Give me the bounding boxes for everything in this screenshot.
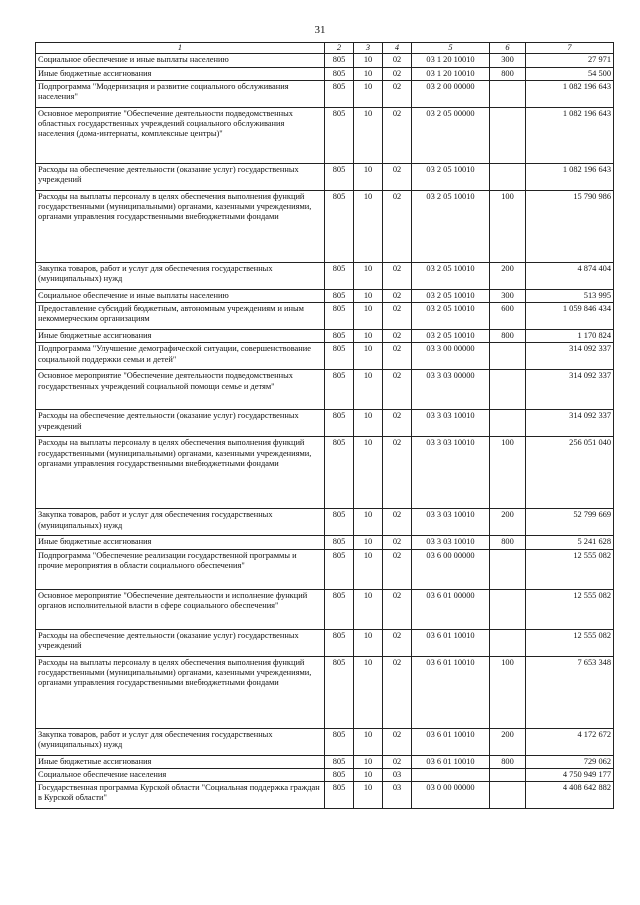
section-code-cell: 10 — [354, 755, 383, 768]
grbs-code-cell: 805 — [325, 549, 354, 589]
amount-cell: 4 172 672 — [526, 728, 614, 755]
target-article-cell — [412, 768, 490, 781]
target-article-cell: 03 3 03 10010 — [412, 410, 490, 437]
section-code-cell: 10 — [354, 728, 383, 755]
expense-type-cell: 200 — [490, 509, 526, 536]
amount-cell: 256 051 040 — [526, 437, 614, 509]
subsection-code-cell: 02 — [383, 370, 412, 410]
grbs-code-cell: 805 — [325, 589, 354, 629]
expense-type-cell: 800 — [490, 536, 526, 549]
grbs-code-cell: 805 — [325, 262, 354, 289]
expense-type-cell — [490, 549, 526, 589]
section-code-cell: 10 — [354, 656, 383, 728]
target-article-cell: 03 2 05 00000 — [412, 107, 490, 163]
subsection-code-cell: 02 — [383, 728, 412, 755]
expense-type-cell — [490, 589, 526, 629]
expense-type-cell: 600 — [490, 303, 526, 330]
subsection-code-cell: 03 — [383, 768, 412, 781]
row-name-cell: Основное мероприятие "Обеспечение деятельности подведомственных государственных учреждений социальной помощи семье и детям" — [36, 370, 325, 410]
grbs-code-cell: 805 — [325, 343, 354, 370]
subsection-code-cell: 02 — [383, 190, 412, 262]
target-article-cell: 03 3 03 10010 — [412, 509, 490, 536]
section-code-cell: 10 — [354, 289, 383, 302]
section-code-cell: 10 — [354, 330, 383, 343]
table-row — [36, 782, 614, 809]
table-row — [36, 190, 614, 262]
section-code-cell: 10 — [354, 768, 383, 781]
target-article-cell: 03 1 20 10010 — [412, 54, 490, 67]
amount-cell: 54 500 — [526, 67, 614, 80]
subsection-code-cell: 02 — [383, 303, 412, 330]
grbs-code-cell: 805 — [325, 437, 354, 509]
target-article-cell: 03 6 01 10010 — [412, 755, 490, 768]
grbs-code-cell: 805 — [325, 330, 354, 343]
row-name-cell: Иные бюджетные ассигнования — [36, 330, 325, 343]
table-row — [36, 370, 614, 410]
section-code-cell: 10 — [354, 303, 383, 330]
grbs-code-cell: 805 — [325, 509, 354, 536]
table-row — [36, 80, 614, 107]
table-row — [36, 330, 614, 343]
grbs-code-cell: 805 — [325, 54, 354, 67]
section-code-cell: 10 — [354, 343, 383, 370]
target-article-cell: 03 1 20 10010 — [412, 67, 490, 80]
table-row — [36, 768, 614, 781]
section-code-cell: 10 — [354, 509, 383, 536]
column-number: 5 — [412, 43, 490, 54]
amount-cell: 12 555 082 — [526, 589, 614, 629]
amount-cell: 1 082 196 643 — [526, 80, 614, 107]
row-name-cell: Закупка товаров, работ и услуг для обеспечения государственных (муниципальных) нужд — [36, 509, 325, 536]
target-article-cell: 03 2 00 00000 — [412, 80, 490, 107]
table-row — [36, 629, 614, 656]
expense-type-cell: 100 — [490, 190, 526, 262]
row-name-cell: Подпрограмма "Модернизация и развитие социального обслуживания населения" — [36, 80, 325, 107]
subsection-code-cell: 02 — [383, 549, 412, 589]
target-article-cell: 03 6 01 00000 — [412, 589, 490, 629]
expense-type-cell — [490, 410, 526, 437]
expense-type-cell — [490, 768, 526, 781]
expense-type-cell: 300 — [490, 289, 526, 302]
section-code-cell: 10 — [354, 629, 383, 656]
expense-type-cell — [490, 107, 526, 163]
target-article-cell: 03 6 01 10010 — [412, 728, 490, 755]
target-article-cell: 03 2 05 10010 — [412, 163, 490, 190]
row-name-cell: Основное мероприятие "Обеспечение деятельности и исполнение функций органов исполнительной власти в сфере социального обеспечения" — [36, 589, 325, 629]
amount-cell: 15 790 986 — [526, 190, 614, 262]
amount-cell: 1 170 824 — [526, 330, 614, 343]
budget-table — [35, 42, 614, 809]
row-name-cell: Основное мероприятие "Обеспечение деятельности подведомственных областных государственных учреждений социального обслуживания населения (дома-интернаты, комплексные центры)" — [36, 107, 325, 163]
target-article-cell: 03 3 00 00000 — [412, 343, 490, 370]
section-code-cell: 10 — [354, 536, 383, 549]
table-row — [36, 589, 614, 629]
table-row — [36, 755, 614, 768]
target-article-cell: 03 2 05 10010 — [412, 330, 490, 343]
row-name-cell: Иные бюджетные ассигнования — [36, 755, 325, 768]
section-code-cell: 10 — [354, 67, 383, 80]
expense-type-cell — [490, 370, 526, 410]
section-code-cell: 10 — [354, 163, 383, 190]
row-name-cell: Расходы на обеспечение деятельности (оказание услуг) государственных учреждений — [36, 629, 325, 656]
grbs-code-cell: 805 — [325, 782, 354, 809]
subsection-code-cell: 02 — [383, 262, 412, 289]
subsection-code-cell: 02 — [383, 80, 412, 107]
target-article-cell: 03 6 01 10010 — [412, 629, 490, 656]
grbs-code-cell: 805 — [325, 107, 354, 163]
column-number: 4 — [383, 43, 412, 54]
grbs-code-cell: 805 — [325, 303, 354, 330]
amount-cell: 27 971 — [526, 54, 614, 67]
target-article-cell: 03 3 03 10010 — [412, 536, 490, 549]
table-row — [36, 437, 614, 509]
grbs-code-cell: 805 — [325, 289, 354, 302]
table-row — [36, 728, 614, 755]
section-code-cell: 10 — [354, 54, 383, 67]
grbs-code-cell: 805 — [325, 755, 354, 768]
row-name-cell: Расходы на выплаты персоналу в целях обеспечения выполнения функций государственными (муниципальными) органами, казенными учреждениями, органами управления государственными внебюджетными фондами — [36, 437, 325, 509]
amount-cell: 729 062 — [526, 755, 614, 768]
subsection-code-cell: 02 — [383, 67, 412, 80]
subsection-code-cell: 02 — [383, 629, 412, 656]
row-name-cell: Расходы на выплаты персоналу в целях обеспечения выполнения функций государственными (муниципальными) органами, казенными учреждениями, органами управления государственными внебюджетными фондами — [36, 190, 325, 262]
grbs-code-cell: 805 — [325, 370, 354, 410]
expense-type-cell — [490, 343, 526, 370]
amount-cell: 4 874 404 — [526, 262, 614, 289]
row-name-cell: Расходы на выплаты персоналу в целях обеспечения выполнения функций государственными (муниципальными) органами, казенными учреждениями, органами управления государственными внебюджетными фондами — [36, 656, 325, 728]
row-name-cell: Социальное обеспечение населения — [36, 768, 325, 781]
subsection-code-cell: 02 — [383, 656, 412, 728]
expense-type-cell: 800 — [490, 755, 526, 768]
amount-cell: 1 059 846 434 — [526, 303, 614, 330]
target-article-cell: 03 6 01 10010 — [412, 656, 490, 728]
table-row — [36, 163, 614, 190]
column-number: 3 — [354, 43, 383, 54]
subsection-code-cell: 02 — [383, 589, 412, 629]
subsection-code-cell: 02 — [383, 163, 412, 190]
grbs-code-cell: 805 — [325, 656, 354, 728]
expense-type-cell — [490, 629, 526, 656]
grbs-code-cell: 805 — [325, 728, 354, 755]
column-number: 2 — [325, 43, 354, 54]
amount-cell: 1 082 196 643 — [526, 163, 614, 190]
target-article-cell: 03 2 05 10010 — [412, 289, 490, 302]
subsection-code-cell: 02 — [383, 755, 412, 768]
expense-type-cell: 100 — [490, 437, 526, 509]
subsection-code-cell: 02 — [383, 343, 412, 370]
amount-cell: 314 092 337 — [526, 370, 614, 410]
subsection-code-cell: 02 — [383, 107, 412, 163]
subsection-code-cell: 02 — [383, 437, 412, 509]
section-code-cell: 10 — [354, 437, 383, 509]
table-row — [36, 343, 614, 370]
row-name-cell: Иные бюджетные ассигнования — [36, 536, 325, 549]
row-name-cell: Социальное обеспечение и иные выплаты населению — [36, 289, 325, 302]
section-code-cell: 10 — [354, 262, 383, 289]
row-name-cell: Расходы на обеспечение деятельности (оказание услуг) государственных учреждений — [36, 163, 325, 190]
row-name-cell: Иные бюджетные ассигнования — [36, 67, 325, 80]
grbs-code-cell: 805 — [325, 410, 354, 437]
section-code-cell: 10 — [354, 782, 383, 809]
grbs-code-cell: 805 — [325, 163, 354, 190]
section-code-cell: 10 — [354, 549, 383, 589]
expense-type-cell: 100 — [490, 656, 526, 728]
row-name-cell: Предоставление субсидий бюджетным, автономным учреждениям и иным некоммерческим организациям — [36, 303, 325, 330]
row-name-cell: Государственная программа Курской области "Социальная поддержка граждан в Курской области" — [36, 782, 325, 809]
grbs-code-cell: 805 — [325, 768, 354, 781]
amount-cell: 4 408 642 882 — [526, 782, 614, 809]
row-name-cell: Расходы на обеспечение деятельности (оказание услуг) государственных учреждений — [36, 410, 325, 437]
amount-cell: 12 555 082 — [526, 549, 614, 589]
amount-cell: 4 750 949 177 — [526, 768, 614, 781]
table-row — [36, 410, 614, 437]
amount-cell: 7 653 348 — [526, 656, 614, 728]
expense-type-cell: 300 — [490, 54, 526, 67]
grbs-code-cell: 805 — [325, 536, 354, 549]
grbs-code-cell: 805 — [325, 629, 354, 656]
target-article-cell: 03 2 05 10010 — [412, 190, 490, 262]
target-article-cell: 03 0 00 00000 — [412, 782, 490, 809]
subsection-code-cell: 02 — [383, 289, 412, 302]
table-row — [36, 107, 614, 163]
table-row — [36, 262, 614, 289]
grbs-code-cell: 805 — [325, 190, 354, 262]
expense-type-cell — [490, 782, 526, 809]
column-number: 7 — [526, 43, 614, 54]
subsection-code-cell: 02 — [383, 536, 412, 549]
section-code-cell: 10 — [354, 80, 383, 107]
row-name-cell: Подпрограмма "Обеспечение реализации государственной программы и прочие мероприятия в области социального обеспечения" — [36, 549, 325, 589]
row-name-cell: Закупка товаров, работ и услуг для обеспечения государственных (муниципальных) нужд — [36, 728, 325, 755]
expense-type-cell: 200 — [490, 728, 526, 755]
amount-cell: 5 241 628 — [526, 536, 614, 549]
grbs-code-cell: 805 — [325, 80, 354, 107]
row-name-cell: Закупка товаров, работ и услуг для обеспечения государственных (муниципальных) нужд — [36, 262, 325, 289]
section-code-cell: 10 — [354, 107, 383, 163]
target-article-cell: 03 2 05 10010 — [412, 262, 490, 289]
amount-cell: 314 092 337 — [526, 410, 614, 437]
target-article-cell: 03 2 05 10010 — [412, 303, 490, 330]
subsection-code-cell: 03 — [383, 782, 412, 809]
subsection-code-cell: 02 — [383, 410, 412, 437]
table-row — [36, 509, 614, 536]
amount-cell: 52 799 669 — [526, 509, 614, 536]
row-name-cell: Социальное обеспечение и иные выплаты населению — [36, 54, 325, 67]
amount-cell: 1 082 196 643 — [526, 107, 614, 163]
table-row — [36, 54, 614, 67]
target-article-cell: 03 3 03 10010 — [412, 437, 490, 509]
table-row — [36, 549, 614, 589]
column-number: 1 — [36, 43, 325, 54]
expense-type-cell: 200 — [490, 262, 526, 289]
table-row — [36, 536, 614, 549]
subsection-code-cell: 02 — [383, 54, 412, 67]
table-header-row — [36, 43, 614, 54]
section-code-cell: 10 — [354, 190, 383, 262]
table-row — [36, 67, 614, 80]
target-article-cell: 03 6 00 00000 — [412, 549, 490, 589]
section-code-cell: 10 — [354, 370, 383, 410]
section-code-cell: 10 — [354, 410, 383, 437]
table-row — [36, 289, 614, 302]
section-code-cell: 10 — [354, 589, 383, 629]
table-row — [36, 303, 614, 330]
grbs-code-cell: 805 — [325, 67, 354, 80]
expense-type-cell — [490, 163, 526, 190]
subsection-code-cell: 02 — [383, 330, 412, 343]
row-name-cell: Подпрограмма "Улучшение демографической ситуации, совершенствование социальной поддержки семьи и детей" — [36, 343, 325, 370]
amount-cell: 513 995 — [526, 289, 614, 302]
target-article-cell: 03 3 03 00000 — [412, 370, 490, 410]
expense-type-cell: 800 — [490, 67, 526, 80]
column-number: 6 — [490, 43, 526, 54]
amount-cell: 314 092 337 — [526, 343, 614, 370]
page-number: 31 — [314, 24, 326, 36]
amount-cell: 12 555 082 — [526, 629, 614, 656]
table-row — [36, 656, 614, 728]
expense-type-cell — [490, 80, 526, 107]
subsection-code-cell: 02 — [383, 509, 412, 536]
expense-type-cell: 800 — [490, 330, 526, 343]
